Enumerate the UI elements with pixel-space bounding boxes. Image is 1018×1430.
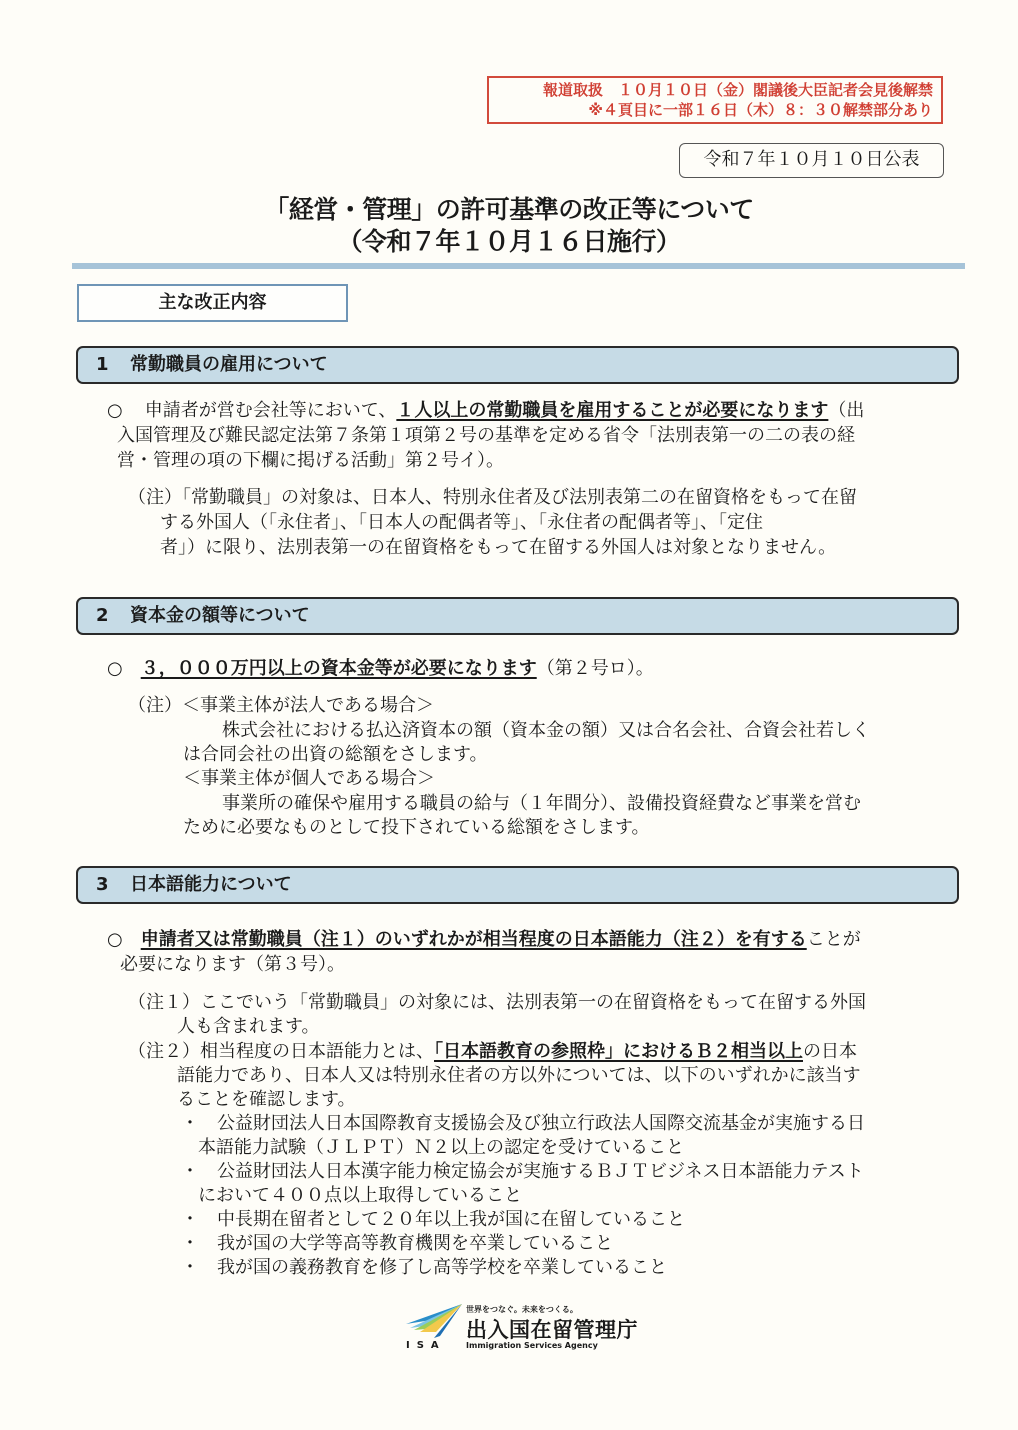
section-2-note-corp-heading: （注）＜事業主体が法人である場合＞	[128, 695, 434, 716]
section-2-header	[76, 597, 959, 635]
logo-english-name: Immigration Services Agency	[466, 1341, 598, 1350]
embargo-notice	[487, 76, 943, 124]
section-title: 日本語能力について	[130, 874, 292, 895]
bullet-dot-icon: ・	[181, 1113, 199, 1134]
section-1-body-line-2: 入国管理及び難民認定法第７条第１項第２号の基準を定める省令「法別表第一の二の表の経	[117, 425, 855, 446]
section-3-note2-line-1: （注２）相当程度の日本語能力とは、「日本語教育の参照枠」におけるＢ２相当以上の日本	[128, 1041, 857, 1062]
section-3-header	[76, 866, 959, 904]
criteria-item-1-line-2: 本語能力試験（ＪＬＰＴ）Ｎ２以上の認定を受けていること	[198, 1137, 684, 1158]
emphasis-requirement: １人以上の常勤職員を雇用することが必要になります	[396, 400, 829, 421]
bullet-dot-icon: ・	[181, 1209, 199, 1230]
section-2-note-indiv-line-2: ために必要なものとして投下されている総額をさします。	[183, 817, 650, 838]
section-title: 常勤職員の雇用について	[130, 354, 328, 375]
section-3-note1-line-1: （注１）ここでいう「常勤職員」の対象には、法別表第一の在留資格をもって在留する外国	[128, 992, 866, 1013]
section-number: 1	[96, 354, 109, 375]
emphasis-b2-level: 「日本語教育の参照枠」におけるＢ２相当以上	[434, 1041, 803, 1062]
section-3-body-line-1: ○ 申請者又は常勤職員（注１）のいずれかが相当程度の日本語能力（注２）を有することが	[107, 929, 861, 950]
bullet-circle-icon: ○	[107, 929, 123, 950]
main-changes-heading: 主な改正内容	[77, 284, 348, 322]
logo-tagline: 世界をつなぐ。未来をつくる。	[466, 1305, 578, 1314]
section-1-header	[76, 346, 959, 384]
section-1-note-line-2: する外国人（「永住者」、「日本人の配偶者等」、「永住者の配偶者等」、「定住	[160, 512, 763, 533]
section-1-body-line-3: 営・管理の項の下欄に掲げる活動」第２号イ）。	[117, 450, 504, 471]
isa-wing-icon	[404, 1302, 466, 1342]
logo-agency-name: 出入国在留管理庁	[466, 1318, 638, 1342]
isa-logo	[404, 1302, 644, 1360]
criteria-item-2-line-2: において４００点以上取得していること	[198, 1185, 522, 1206]
section-title: 資本金の額等について	[130, 605, 310, 626]
section-3-body-line-2: 必要になります（第３号）。	[120, 954, 345, 975]
section-2-body: ○ ３，０００万円以上の資本金等が必要になります（第２号ロ）。	[107, 658, 654, 679]
criteria-item-5: ・ 我が国の義務教育を修了し高等学校を卒業していること	[181, 1257, 667, 1278]
bullet-circle-icon: ○	[107, 658, 123, 679]
bullet-dot-icon: ・	[181, 1161, 199, 1182]
section-3-note2-line-2: 語能力であり、日本人又は特別永住者の方以外については、以下のいずれかに該当す	[177, 1065, 861, 1086]
emphasis-requirement: 申請者又は常勤職員（注１）のいずれかが相当程度の日本語能力（注２）を有する	[140, 929, 807, 950]
criteria-item-2-line-1: ・ 公益財団法人日本漢字能力検定協会が実施するＢＪＴビジネス日本語能力テスト	[181, 1161, 864, 1182]
section-1-note-line-3: 者」）に限り、法別表第一の在留資格をもって在留する外国人は対象となりません。	[160, 537, 837, 558]
emphasis-requirement: ３，０００万円以上の資本金等が必要になります	[140, 658, 537, 679]
publish-date-box: 令和７年１０月１０日公表	[679, 143, 944, 178]
bullet-dot-icon: ・	[181, 1233, 199, 1254]
section-2-note-indiv-heading: ＜事業主体が個人である場合＞	[183, 768, 435, 789]
criteria-item-4: ・ 我が国の大学等高等教育機関を卒業していること	[181, 1233, 613, 1254]
section-2-note-indiv-line-1: 事業所の確保や雇用する職員の給与（１年間分）、設備投資経費など事業を営む	[222, 793, 861, 814]
bullet-circle-icon: ○	[107, 400, 123, 421]
page-subtitle: （令和７年１０月１６日施行）	[337, 227, 681, 256]
section-1-note-line-1: （注）「常勤職員」の対象は、日本人、特別永住者及び法別表第二の在留資格をもって在留	[128, 487, 857, 508]
logo-acronym: ISA	[406, 1340, 446, 1351]
section-3-note2-line-3: ることを確認します。	[177, 1089, 356, 1110]
section-number: 2	[96, 605, 109, 626]
embargo-line-1: 報道取扱 １０月１０日（金）閣議後大臣記者会見後解禁	[542, 81, 933, 99]
criteria-item-1-line-1: ・ 公益財団法人日本国際教育支援協会及び独立行政法人国際交流基金が実施する日	[181, 1113, 865, 1134]
section-3-note1-line-2: 人も含まれます。	[177, 1016, 320, 1037]
title-divider	[72, 263, 965, 269]
page-title: 「経営・管理」の許可基準の改正等について	[264, 195, 754, 224]
section-2-note-corp-line-1: 株式会社における払込済資本の額（資本金の額）又は合名会社、合資会社若しく	[222, 720, 870, 741]
embargo-line-2: ※４頁目に一部１６日（木）８：３０解禁部分あり	[588, 101, 933, 119]
section-number: 3	[96, 874, 109, 895]
section-2-note-corp-line-2: は合同会社の出資の総額をさします。	[183, 744, 488, 765]
section-1-body-line-1: ○ 申請者が営む会社等において、１人以上の常勤職員を雇用することが必要になります（出	[107, 400, 865, 421]
bullet-dot-icon: ・	[181, 1257, 199, 1278]
criteria-item-3: ・ 中長期在留者として２０年以上我が国に在留していること	[181, 1209, 685, 1230]
